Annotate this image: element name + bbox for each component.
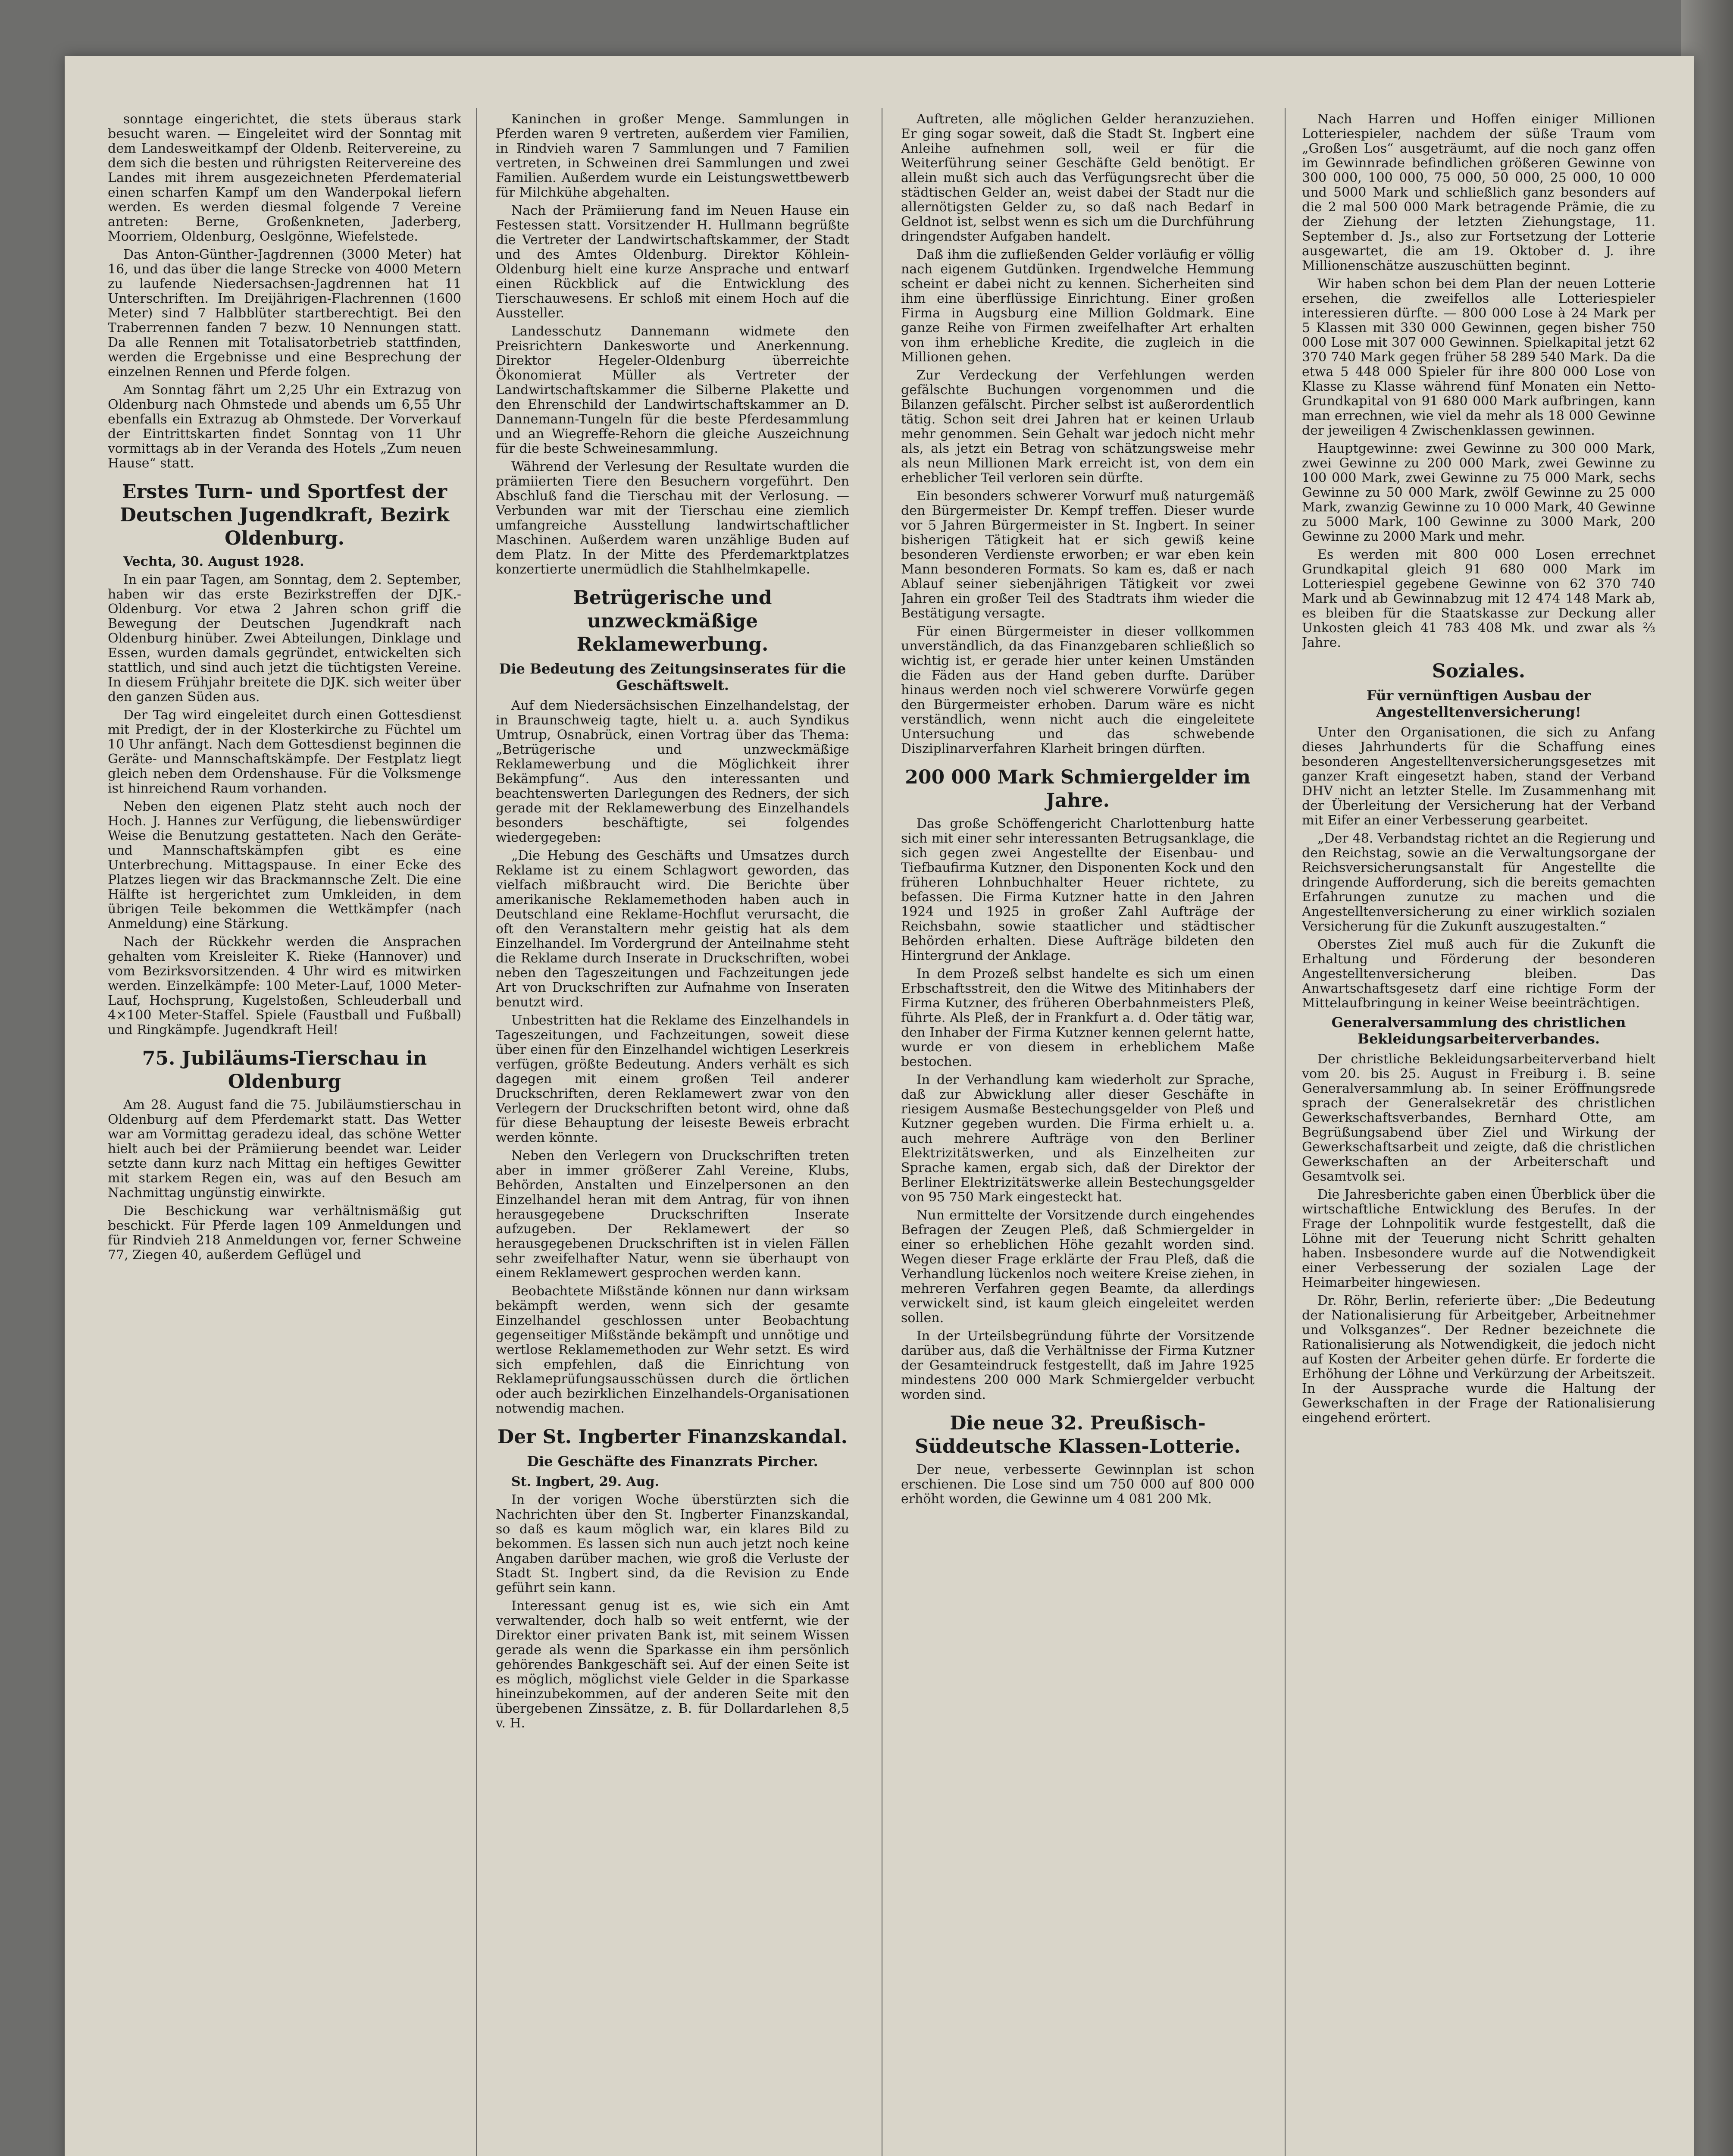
- article-paragraph: Es werden mit 800 000 Losen errechnet Grundkapital gleich 91 680 000 Mark im Lotteriespiel gegebene Gewinne von 62 370 740 Mark und ab Gewinnabzug mit 12 474 148 Mark ab, es bleiben für die Staatskasse zur Deckung aller Unkosten gleich 41 783 408 Mk. und zwar als ⅔ Jahre.: [1302, 547, 1655, 650]
- article-paragraph: Neben den Verlegern von Druckschriften treten aber in immer größerer Zahl Vereine, Klubs, Behörden, Anstalten und Einzelpersonen an den Einzelhandel heran mit dem Antrag, für von ihnen herausgegebene Druckschriften Inserate aufzugeben. Der Reklamewert der so herausgegebenen Druckschriften ist in vielen Fällen sehr zweifelhafter Natur, wenn sie überhaupt von einem Reklamewert gesprochen werden kann.: [496, 1148, 849, 1281]
- article-paragraph: Nach der Prämiierung fand im Neuen Hause ein Festessen statt. Vorsitzender H. Hullmann begrüßte die Vertreter der Landwirtschaftskammer, der Stadt und des Amtes Oldenburg. Direktor Köhlein-Oldenburg hielt eine kurze Ansprache und entwarf einen Rückblick auf die Entwicklung des Tierschauwesens. Er schloß mit einem Hoch auf die Aussteller.: [496, 203, 849, 321]
- column-rule: [476, 108, 477, 2156]
- article-paragraph: In der Urteilsbegründung führte der Vorsitzende darüber aus, daß die Verhältnisse der Firma Kutzner der Gesamteindruck festgestellt, daß im Jahre 1925 mindestens 200 000 Mark Schmiergelder verbucht worden sind.: [901, 1329, 1254, 1402]
- article-subheadline: Für vernünftigen Ausbau der Angestelltenversicherung!: [1366, 687, 1591, 720]
- article-paragraph: Daß ihm die zufließenden Gelder vorläufig er völlig nach eigenem Gutdünken. Irgendwelche Hemmung scheint er dabei nicht zu kennen. Sicherheiten sind ihm eine überflüssige Einrichtung. Einer großen Firma in Augsburg eine Million Goldmark. Eine ganze Reihe von Firmen zweifelhafter Art erhalten von ihm erhebliche Kredite, die zugleich in die Millionen gehen.: [901, 247, 1254, 365]
- article-headline: Die neue 32. Preußisch-Süddeutsche Klassen-Lotterie.: [915, 1412, 1241, 1457]
- article-paragraph: sonntage eingerichtet, die stets überaus stark besucht waren. — Eingeleitet wird der Sonntag mit dem Landesweitkampf der Oldenb. Reitervereine, zu dem sich die besten und rührigsten Reitervereine des Landes mit ihrem ausgezeichneten Pferdematerial einen scharfen Kampf um den Wanderpokal liefern werden. Es werden diesmal folgende 7 Vereine antreten: Berne, Großenkneten, Jaderberg, Moorriem, Oldenburg, Oeslgönne, Wiefelstede.: [108, 112, 461, 244]
- article-headline: Generalversammlung des christlichen Bekleidungsarbeiterverbandes.: [1331, 1014, 1626, 1047]
- article-paragraph: Der christliche Bekleidungsarbeiterverband hielt vom 20. bis 25. August in Freiburg i. B. seine Generalversammlung ab. In seiner Eröffnungsrede sprach der Generalsekretär des christlichen Gewerkschaftsverbandes, Bernhard Otte, am Begrüßungsabend über Ziel und Wirkung der Gewerkschaftsarbeit und zeigte, daß die christlichen Gewerkschaften an der Arbeiterschaft und Gesamtvolk sei.: [1302, 1052, 1655, 1184]
- article-paragraph: Zur Verdeckung der Verfehlungen werden gefälschte Buchungen vorgenommen und die Bilanzen gefälscht. Pircher selbst ist außerordentlich tätig. Schon seit drei Jahren hat er keinen Urlaub mehr genommen. Sein Gehalt war jedoch nicht mehr als, als jetzt ein Betrag von schätzungsweise mehr als neun Millionen Mark erreicht ist, von dem ein erheblicher Teil verloren sein dürfte.: [901, 368, 1254, 486]
- column-1: [108, 112, 461, 2156]
- article-paragraph: Dr. Röhr, Berlin, referierte über: „Die Bedeutung der Nationalisierung für Arbeitgeber, Arbeitnehmer und Volksganzes“. Der Redner bezeichnete die Rationalisierung als Notwendigkeit, die jedoch nicht auf Kosten der Arbeiter gehen dürfe. Er forderte die Erhöhung der Löhne und Verkürzung der Arbeitszeit. In der Aussprache wurde die Haltung der Gewerkschaften in der Frage der Rationalisierung eingehend erörtert.: [1302, 1293, 1655, 1426]
- article-headline: Betrügerische und unzweckmäßige Reklamewerbung.: [573, 587, 772, 655]
- dateline: Vechta, 30. August 1928.: [123, 554, 304, 569]
- newspaper-page: [65, 56, 1694, 2156]
- article-paragraph: Hauptgewinne: zwei Gewinne zu 300 000 Mark, zwei Gewinne zu 200 000 Mark, zwei Gewinne zu 100 000 Mark, zwei Gewinne zu 75 000 Mark, sechs Gewinne zu 50 000 Mark, zwölf Gewinne zu 25 000 Mark, zwanzig Gewinne zu 10 000 Mark, 40 Gewinne zu 5000 Mark, 100 Gewinne zu 3000 Mark, 200 Gewinne zu 2000 Mark und mehr.: [1302, 441, 1655, 544]
- article-paragraph: Ein besonders schwerer Vorwurf muß naturgemäß den Bürgermeister Dr. Kempf treffen. Dieser wurde vor 5 Jahren Bürgermeister in St. Ingbert. In seiner bisherigen Tätigkeit hat er sich gewiß keine besonderen Verdienste erworben; er war eben kein Mann besonderen Formats. So kam es, daß er nach Ablauf seiner siebenjährigen Tätigkeit vor zwei Jahren ein großer Teil des Stadtrats ihm wieder die Bestätigung versagte.: [901, 489, 1254, 621]
- article-paragraph: Interessant genug ist es, wie sich ein Amt verwaltender, doch halb so weit entfernt, wie der Direktor einer privaten Bank ist, mit seinem Wissen gerade als wenn die Sparkasse ein ihm persönlich gehörendes Bankgeschäft sei. Auf der einen Seite ist es möglich, möglichst viele Gelder in die Sparkasse hineinzubekommen, auf der anderen Seite mit den übergebenen Zinssätze, z. B. für Dollardarlehen 8,5 v. H.: [496, 1598, 849, 1731]
- article-paragraph: „Der 48. Verbandstag richtet an die Regierung und den Reichstag, sowie an die Verwaltungsorgane der Reichsversicherungsanstalt für Angestellte die dringende Aufforderung, sich die bereits gemachten Erfahrungen zunutze zu machen und die Angestelltenversicherung zu einer wirklich sozialen Versicherung für die Zukunft auszugestalten.“: [1302, 831, 1655, 934]
- article-headline: 200 000 Mark Schmiergelder im Jahre.: [905, 766, 1251, 812]
- article-paragraph: Beobachtete Mißstände können nur dann wirksam bekämpft werden, wenn sich der gesamte Einzelhandel geschlossen unter Beobachtung gegenseitiger Mißstände bekämpft und unnötige und wertlose Reklamemethoden zur Wehr setzt. Es wird sich empfehlen, daß die Einrichtung von Reklameprüfungsausschüssen durch die örtlichen oder auch bezirklichen Einzelhandels-Organisationen notwendig machen.: [496, 1284, 849, 1416]
- article-paragraph: Die Beschickung war verhältnismäßig gut beschickt. Für Pferde lagen 109 Anmeldungen und für Rindvieh 218 Anmeldungen vor, ferner Schweine 77, Ziegen 40, außerdem Geflügel und: [108, 1203, 461, 1263]
- article-paragraph: Der Tag wird eingeleitet durch einen Gottesdienst mit Predigt, der in der Klosterkirche zu Füchtel um 10 Uhr anfängt. Nach dem Gottesdienst beginnen die Geräte- und Mannschaftskämpfe. Der Festplatz liegt gleich neben dem Ordenshause. Für die Volksmenge ist hinreichend Raum vorhanden.: [108, 708, 461, 796]
- article-paragraph: Auf dem Niedersächsischen Einzelhandelstag, der in Braunschweig tagte, hielt u. a. auch Syndikus Umtrup, Osnabrück, einen Vortrag über das Thema: „Betrügerische und unzweckmäßige Reklamewerbung und die Möglichkeit ihrer Bekämpfung“. Aus den interessanten und beachtenswerten Darlegungen des Redners, der sich gerade mit der Reklamewerbung des Einzelhandels besonders beschäftigte, sei folgendes wiedergegeben:: [496, 698, 849, 845]
- article-paragraph: In dem Prozeß selbst handelte es sich um einen Erbschaftsstreit, den die Witwe des Mitinhabers der Firma Kutzner, des früheren Oberbahnmeisters Pleß, führte. Als Pleß, der in Frankfurt a. d. Oder tätig war, den Inhaber der Firma Kutzner kennen gelernt hatte, wurde er von diesem in erheblichem Maße bestochen.: [901, 966, 1254, 1069]
- article-paragraph: In der Verhandlung kam wiederholt zur Sprache, daß zur Abwicklung aller dieser Geschäfte in riesigem Ausmaße Bestechungsgelder von Pleß und Kutzner gegeben wurden. Die Firma erhielt u. a. auch mehrere Aufträge von den Berliner Elektrizitätswerken, und als Einzelheiten zur Sprache kamen, ergab sich, daß der Direktor der Berliner Elektrizitätswerke allein Bestechungsgelder von 95 750 Mark eingesteckt hat.: [901, 1072, 1254, 1205]
- article-paragraph: In ein paar Tagen, am Sonntag, dem 2. September, haben wir das erste Bezirkstreffen der DJK.-Oldenburg. Vor etwa 2 Jahren schon griff die Bewegung der Deutschen Jugendkraft nach Oldenburg hinüber. Zwei Abteilungen, Dinklage und Essen, wurden damals gegründet, entwickelten sich stattlich, und sind auch jetzt die tüchtigsten Vereine. In diesem Frühjahr breitete die DJK. sich weiter über den ganzen Süden aus.: [108, 572, 461, 705]
- column-2: [496, 112, 849, 2156]
- column-4: [1302, 112, 1655, 2156]
- article-headline: Erstes Turn- und Sportfest der Deutschen Jugendkraft, Bezirk Oldenburg.: [119, 481, 450, 549]
- article-subheadline: Die Geschäfte des Finanzrats Pircher.: [527, 1453, 818, 1470]
- article-paragraph: Das Anton-Günther-Jagdrennen (3000 Meter) hat 16, und das über die lange Strecke von 4000 Metern zu laufende Niedersachsen-Jagdrennen hat 11 Unterschriften. Im Dreijährigen-Flachrennen (1600 Meter) sind 7 Halbblüter startberechtigt. Bei den Traberrennen fanden 7 bezw. 10 Nennungen statt. Da alle Rennen mit Totalisatorbetrieb stattfinden, werden die Ergebnisse und eine Besprechung der einzelnen Rennen und Pferde folgen.: [108, 247, 461, 379]
- article-paragraph: Unter den Organisationen, die sich zu Anfang dieses Jahrhunderts für die Schaffung eines besonderen Angestelltenversicherungsgesetzes mit ganzer Kraft eingesetzt haben, stand der Verband DHV nicht an letzter Stelle. Im Zusammenhang mit der Überleitung der Versicherung hat der Verband mit Eifer an einer Verbesserung gearbeitet.: [1302, 725, 1655, 828]
- article-headline: Der St. Ingberter Finanzskandal.: [497, 1426, 848, 1448]
- article-paragraph: Am 28. August fand die 75. Jubiläumstierschau in Oldenburg auf dem Pferdemarkt statt. Das Wetter war am Vormittag geradezu ideal, das schöne Wetter hielt auch bei der Prämiierung beendet war. Leider setzte dann kurz nach Mittag ein heftiges Gewitter mit starkem Regen ein, was auf den Besuch am Nachmittag ungünstig einwirkte.: [108, 1097, 461, 1200]
- article-subheadline: Die Bedeutung des Zeitungsinserates für die Geschäftswelt.: [499, 661, 846, 693]
- article-headline: Soziales.: [1432, 660, 1526, 682]
- article-headline: 75. Jubiläums-Tierschau in Oldenburg: [142, 1047, 427, 1093]
- article-paragraph: Während der Verlesung der Resultate wurden die prämiierten Tiere den Besuchern vorgeführt. Den Abschluß fand die Tierschau mit der Verlosung. — Verbunden war mit der Tierschau eine ziemlich umfangreiche Ausstellung landwirtschaftlicher Maschinen. Außerdem waren unzählige Buden auf dem Platz. In der Mitte des Pferdemarktplatzes konzertierte unermüdlich die Stahlhelmkapelle.: [496, 459, 849, 577]
- article-paragraph: Wir haben schon bei dem Plan der neuen Lotterie ersehen, die zweifellos alle Lotteriespieler interessieren dürfte. — 800 000 Lose à 24 Mark per 5 Klassen mit 330 000 Gewinnen, gegen bisher 750 000 Lose mit 307 000 Gewinnen. Spielkapital jetzt 62 370 740 Mark gegen früher 58 289 540 Mark. Da die etwa 5 448 000 Spieler für ihre 800 000 Lose von Klasse zu Klasse während fünf Monaten ein Netto-Grundkapital von 91 680 000 Mark aufbringen, kann man errechnen, wie viel da mehr als 18 000 Gewinne der jeweiligen 4 Zwischenklassen gewinnen.: [1302, 276, 1655, 438]
- article-paragraph: Nach der Rückkehr werden die Ansprachen gehalten vom Kreisleiter K. Rieke (Hannover) und vom Bezirksvorsitzenden. 4 Uhr wird es mitwirken werden. Einzelkämpfe: 100 Meter-Lauf, 1000 Meter-Lauf, Hochsprung, Kugelstoßen, Schleuderball und 4×100 Meter-Staffel. Spiele (Faustball und Fußball) und Ringkämpfe. Jugendkraft Heil!: [108, 934, 461, 1037]
- article-paragraph: Landesschutz Dannemann widmete den Preisrichtern Dankesworte und Anerkennung. Direktor Hegeler-Oldenburg überreichte Ökonomierat Müller als Vertreter der Landwirtschaftskammer die Silberne Plakette und den Ehrenschild der Landwirtschaftskammer an D. Dannemann-Tungeln für die beste Pferdesammlung und an Wiegreffe-Rehorn die gleiche Auszeichnung für die beste Schweinesammlung.: [496, 324, 849, 456]
- dateline: St. Ingbert, 29. Aug.: [511, 1474, 659, 1489]
- article-paragraph: Die Jahresberichte gaben einen Überblick über die wirtschaftliche Entwicklung des Berufes. In der Frage der Lohnpolitik wurde festgestellt, daß die Löhne mit der Teuerung nicht Schritt gehalten haben. Insbesondere wurde auf die Notwendigkeit einer Verbesserung der sozialen Lage der Heimarbeiter hingewiesen.: [1302, 1187, 1655, 1290]
- article-paragraph: Auftreten, alle möglichen Gelder heranzuziehen. Er ging sogar soweit, daß die Stadt St. Ingbert eine Anleihe aufnehmen soll, weil er für die Weiterführung seiner Geschäfte Geld benötigt. Er allein mußt sich auch das Verfügungsrecht über die städtischen Gelder an, weist dabei der Stadt nur die allernötigsten Gelder zu, so daß nach Bedarf in Geldnot ist, selbst wenn es sich um die Durchführung dringendster Aufgaben handelt.: [901, 112, 1254, 244]
- article-paragraph: Kaninchen in großer Menge. Sammlungen in Pferden waren 9 vertreten, außerdem vier Familien, in Rindvieh waren 7 Sammlungen und 7 Familien vertreten, in Schweinen drei Sammlungen und zwei Familien. Außerdem wurde ein Leistungswettbewerb für Milchkühe abgehalten.: [496, 112, 849, 200]
- article-paragraph: Für einen Bürgermeister in dieser vollkommen unverständlich, da das Finanzgebaren schließlich so wichtig ist, er gerade hier unter keinen Umständen die Fäden aus der Hand geben durfte. Darüber hinaus werden noch viel schwerere Vorwürfe gegen den Bürgermeister erhoben. Darum wäre es nicht verständlich, wenn nicht auch die eingeleitete Untersuchung und das schwebende Disziplinarverfahren Klarheit bringen dürften.: [901, 624, 1254, 756]
- article-paragraph: Der neue, verbesserte Gewinnplan ist schon erschienen. Die Lose sind um 750 000 auf 800 000 erhöht worden, die Gewinne um 4 081 200 Mk.: [901, 1462, 1254, 1507]
- article-paragraph: Nun ermittelte der Vorsitzende durch eingehendes Befragen der Zeugen Pleß, daß Schmiergelder in einer so erheblichen Höhe gezahlt worden sind. Wegen dieser Frage erklärte der Frau Pleß, daß die Verhandlung lückenlos noch weitere Kreise ziehen, in mehreren Verfahren gegen Beamte, da allerdings verwickelt sind, ist kaum gleich eingeleitet werden sollen.: [901, 1208, 1254, 1326]
- article-paragraph: Neben den eigenen Platz steht auch noch der Hoch. J. Hannes zur Verfügung, die liebenswürdiger Weise die Benutzung gestatteten. Nach den Geräte- und Mannschaftskämpfen gibt es eine Unterbrechung. Mittagspause. In einer Ecke des Platzes liegen wir das Brackmannsche Zelt. Die eine Hälfte ist hergerichtet zum Umkleiden, in dem übrigen Teile bekommen die Wettkämpfer (nach Anmeldung) eine Stärkung.: [108, 799, 461, 931]
- article-paragraph: Unbestritten hat die Reklame des Einzelhandels in Tageszeitungen, und Fachzeitungen, soweit diese über einen für den Einzelhandel wichtigen Leserkreis verfügen, größte Bedeutung. Anders verhält es sich dagegen mit einem großen Teil anderer Druckschriften, deren Reklamewert zwar von den Verlegern der Druckschriften betont wird, ohne daß für diese Behauptung der leiseste Beweis erbracht werden könnte.: [496, 1013, 849, 1145]
- article-paragraph: Am Sonntag fährt um 2,25 Uhr ein Extrazug von Oldenburg nach Ohmstede und abends um 6,55 Uhr ebenfalls ein Extrazug ab Ohmstede. Der Vorverkauf der Eintrittskarten findet Sonntag von 11 Uhr vormittags ab in der Veranda des Hotels „Zum neuen Hause“ statt.: [108, 382, 461, 471]
- article-paragraph: Das große Schöffengericht Charlottenburg hatte sich mit einer sehr interessanten Betrugsanklage, die sich gegen zwei Angestellte der Eisenbau- und Tiefbaufirma Kutzner, den Disponenten Kock und den früheren Lohnbuchhalter Heuer richtete, zu befassen. Die Firma Kutzner hatte in den Jahren 1924 und 1925 in großer Zahl Aufträge der Reichsbahn, sowie staatlicher und städtischer Behörden erhalten. Diese Aufträge bildeten den Hintergrund der Anklage.: [901, 816, 1254, 963]
- article-paragraph: „Die Hebung des Geschäfts und Umsatzes durch Reklame ist zu einem Schlagwort geworden, das vielfach mißbraucht wird. Die Berichte über amerikanische Reklamemethoden haben auch in Deutschland eine Reklame-Hochflut verursacht, die oft den Veranstaltern mehr geistig hat als dem Einzelhandel. Im Vordergrund der Anteilnahme steht die Reklame durch Inserate in Druckschriften, wobei neben den Tageszeitungen und Fachzeitungen jede Art von Druckschriften zur Aufnahme von Inseraten benutzt wird.: [496, 848, 849, 1010]
- article-paragraph: In der vorigen Woche überstürzten sich die Nachrichten über den St. Ingberter Finanzskandal, so daß es kaum möglich war, ein klares Bild zu bekommen. Es lassen sich nun auch jetzt noch keine Angaben darüber machen, wie groß die Verluste der Stadt St. Ingbert sind, da die Revision zu Ende geführt sein kann.: [496, 1492, 849, 1595]
- column-rule: [1285, 108, 1286, 2156]
- article-paragraph: Oberstes Ziel muß auch für die Zukunft die Erhaltung und Förderung der besonderen Angestelltenversicherung bleiben. Das Anwartschaftsgesetz darf eine richtige Form der Mittelaufbringung in keiner Weise beeinträchtigen.: [1302, 937, 1655, 1011]
- column-3: [901, 112, 1254, 2156]
- article-paragraph: Nach Harren und Hoffen einiger Millionen Lotteriespieler, nachdem der süße Traum vom „Großen Los“ ausgeträumt, auf die noch ganz offen im Gewinnrade befindlichen größeren Gewinne von 300 000, 100 000, 75 000, 50 000, 25 000, 10 000 und 5000 Mark und schließlich ganz besonders auf die 2 mal 500 000 Mark betragende Prämie, die zu der Ziehung der letzten Ziehungstage, 11. September d. Js., also zur Fortsetzung der Lotterie ausgewartet, die am 19. Oktober d. J. ihre Millionenschätze auszuschütten beginnt.: [1302, 112, 1655, 273]
